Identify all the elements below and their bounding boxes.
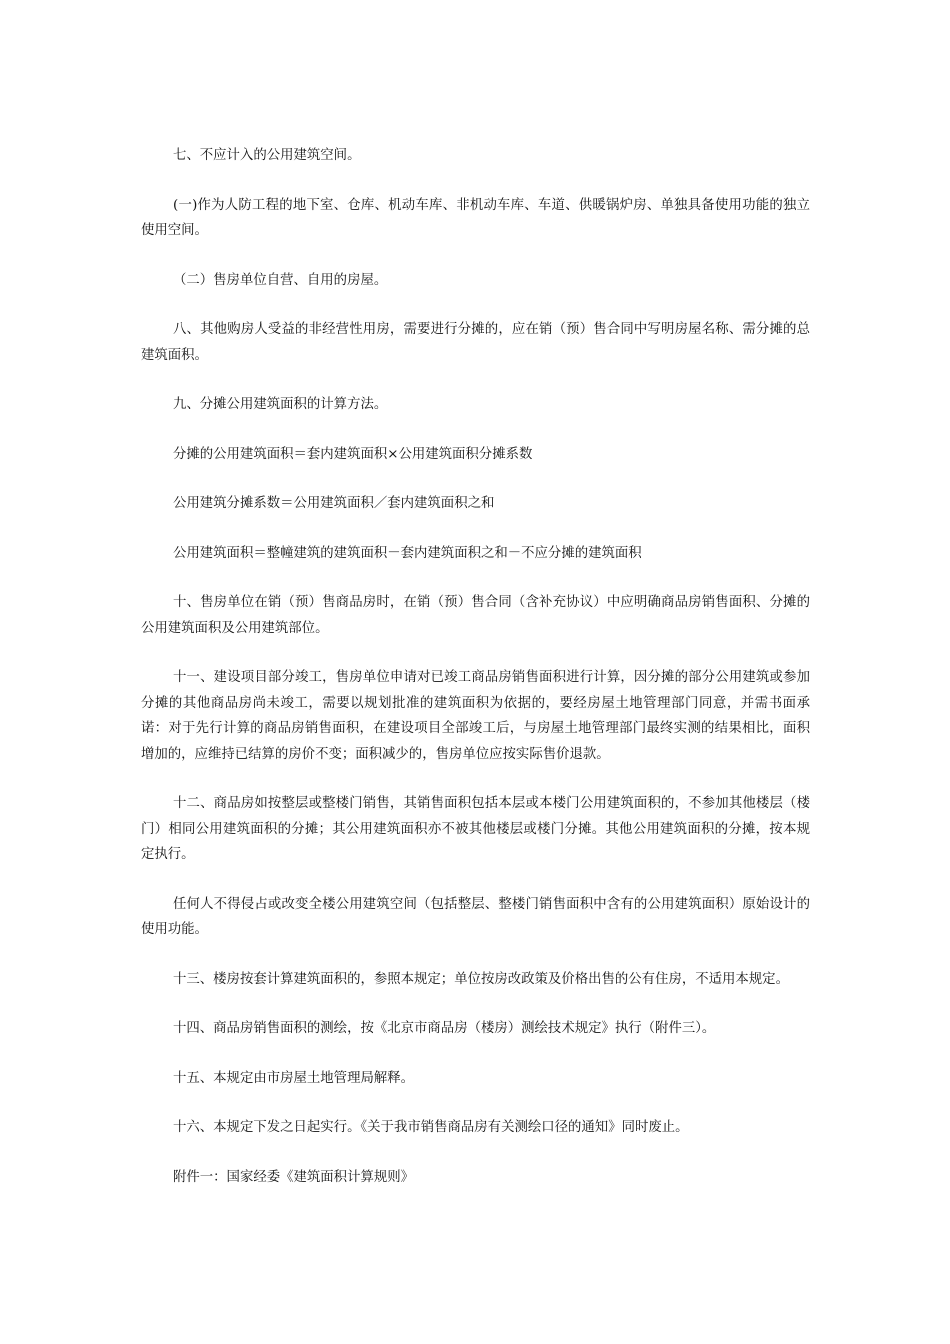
paragraph-7-heading: 七、不应计入的公用建筑空间。 — [173, 148, 361, 163]
formula-public-area: 公用建筑面积＝整幢建筑的建筑面积－套内建筑面积之和－不应分摊的建筑面积 — [173, 545, 642, 561]
paragraph-11: 十一、建设项目部分竣工，售房单位申请对已竣工商品房销售面积进行计算，因分摊的部分公用建筑或参加分摊的其他商品房尚未竣工，需要以规划批准的建筑面积为依据的，要经房屋土地管理部门同意，并需书面承诺：对于先行计算的商品房销售面积，在建设项目全部竣工后，与房屋土地管理部门最终实测的结果相比，面积增加的，应维持已结算的房价不变；面积减少的，售房单位应按实际售价退款。 — [141, 670, 810, 762]
paragraph-10: 十、售房单位在销（预）售商品房时，在销（预）售合同（含补充协议）中应明确商品房销售面积、分摊的公用建筑面积及公用建筑部位。 — [141, 595, 810, 636]
paragraph-14: 十四、商品房销售面积的测绘，按《北京市商品房（楼房）测绘技术规定》执行（附件三）。 — [173, 1021, 716, 1036]
paragraph-15: 十五、本规定由市房屋土地管理局解释。 — [173, 1070, 415, 1086]
formula-share-coefficient: 公用建筑分摊系数＝公用建筑面积／套内建筑面积之和 — [173, 496, 495, 511]
paragraph-9-heading: 九、分摊公用建筑面积的计算方法。 — [173, 397, 388, 412]
paragraph-12-note: 任何人不得侵占或改变全楼公用建筑空间（包括整层、整楼门销售面积中含有的公用建筑面积）原始设计的使用功能。 — [141, 896, 810, 937]
document-body — [141, 143, 810, 1214]
paragraph-8: 八、其他购房人受益的非经营性用房，需要进行分摊的，应在销（预）售合同中写明房屋名称、需分摊的总建筑面积。 — [141, 322, 810, 363]
paragraph-16: 十六、本规定下发之日起实行。《关于我市销售商品房有关测绘口径的通知》同时废止。 — [173, 1120, 689, 1135]
paragraph-12: 十二、商品房如按整层或整楼门销售，其销售面积包括本层或本楼门公用建筑面积的，不参加其他楼层（楼门）相同公用建筑面积的分摊；其公用建筑面积亦不被其他楼层或楼门分摊。其他公用建筑面积的分摊，按本规定执行。 — [141, 796, 810, 862]
attachment-1: 附件一：国家经委《建筑面积计算规则》 — [173, 1169, 415, 1185]
paragraph-13: 十三、楼房按套计算建筑面积的，参照本规定；单位按房改政策及价格出售的公有住房，不适用本规定。 — [173, 971, 789, 987]
paragraph-7-item-1: (一)作为人防工程的地下室、仓库、机动车库、非机动车库、车道、供暖锅炉房、单独具备使用功能的独立使用空间。 — [141, 197, 810, 238]
paragraph-7-item-2: （二）售房单位自营、自用的房屋。 — [173, 272, 388, 288]
formula-shared-area: 分摊的公用建筑面积＝套内建筑面积×公用建筑面积分摊系数 — [173, 446, 533, 462]
